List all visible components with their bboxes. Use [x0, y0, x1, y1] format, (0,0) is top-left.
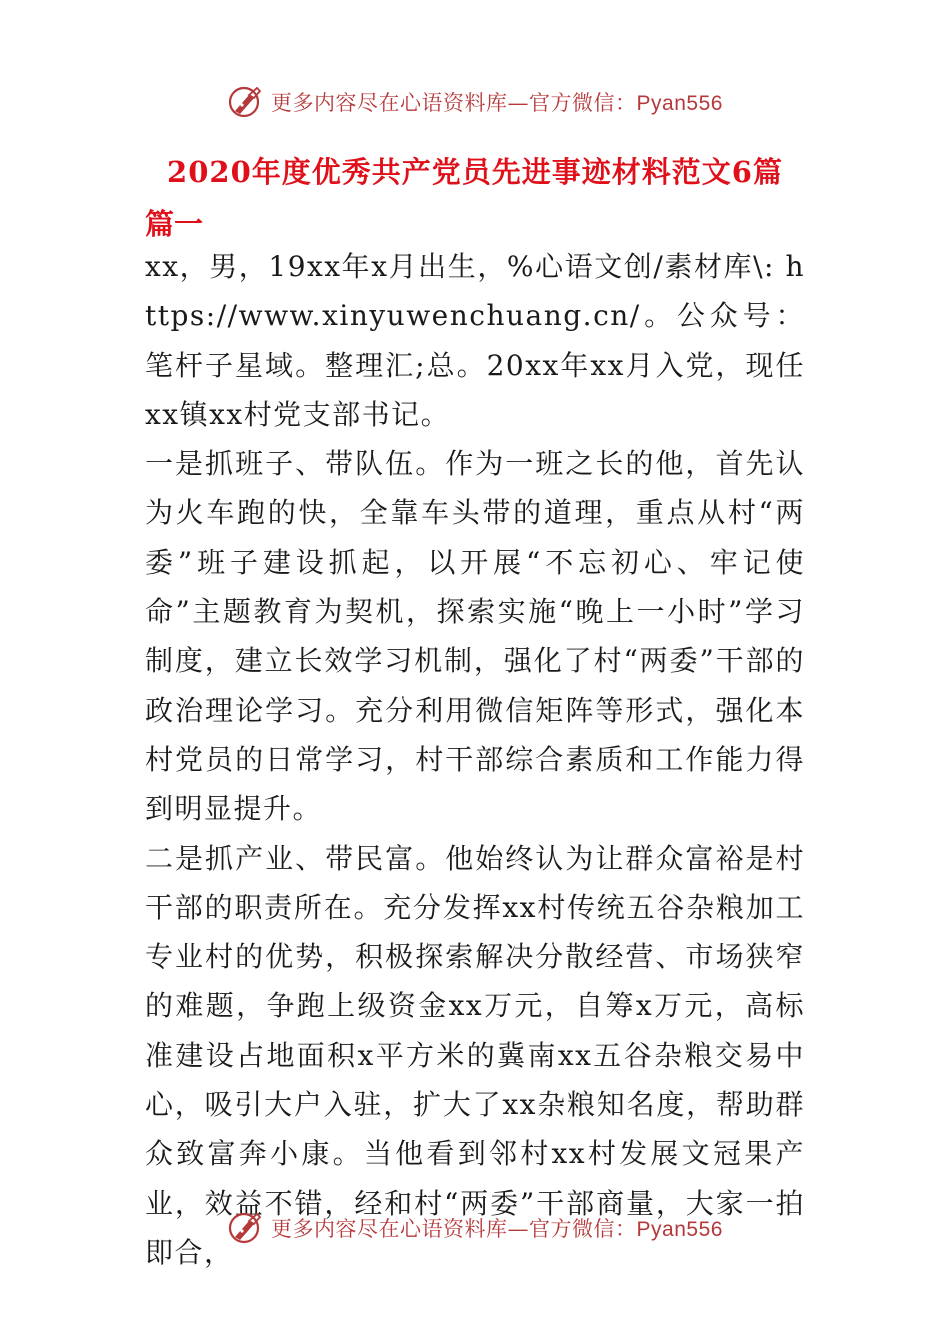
banner-text: 更多内容尽在心语资料库—官方微信：Pyan556 [271, 1217, 723, 1241]
section-heading: 篇一 [145, 207, 204, 241]
banner-text: 更多内容尽在心语资料库—官方微信：Pyan556 [271, 91, 723, 115]
header-banner [0, 82, 950, 122]
paragraph-intro: xx，男，19xx年x月出生，%心语文创/素材库\: https://www.xinyuwenchuang.cn/。公众号：笔杆子星域。整理汇;总。20xx年xx月入党，现任xx镇xx村党支部书记。 [145, 250, 805, 431]
document-title: 2020年度优秀共产党员先进事迹材料范文6篇 [167, 155, 783, 189]
document-body [145, 242, 805, 1277]
paragraph-team-building: 一是抓班子、带队伍。作为一班之长的他，首先认为火车跑的快，全靠车头带的道理，重点从村“两委”班子建设抓起，以开展“不忘初心、牢记使命”主题教育为契机，探索实施“晚上一小时”学习制度，建立长效学习机制，强化了村“两委”干部的政治理论学习。充分利用微信矩阵等形式，强化本村党员的日常学习，村干部综合素质和工作能力得到明显提升。 [145, 447, 805, 826]
pen-nib-logo-icon [227, 1210, 263, 1246]
paragraph-industry: 二是抓产业、带民富。他始终认为让群众富裕是村干部的职责所在。充分发挥xx村传统五谷杂粮加工专业村的优势，积极探索解决分散经营、市场狭窄的难题，争跑上级资金xx万元，自筹x万元，高标准建设占地面积x平方米的冀南xx五谷杂粮交易中心，吸引大户入驻，扩大了xx杂粮知名度，帮助群众致富奔小康。当他看到邻村xx村发展文冠果产业，效益不错，经和村“两委”干部商量，大家一拍即合， [145, 841, 805, 1269]
footer-banner [0, 1208, 950, 1248]
pen-nib-logo-icon [227, 84, 263, 120]
